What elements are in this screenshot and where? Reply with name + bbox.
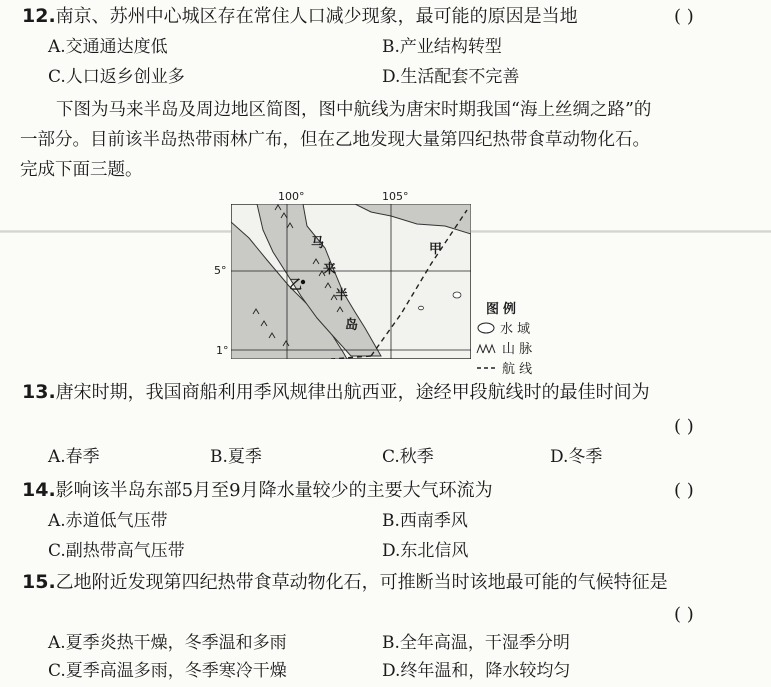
route-icon — [476, 362, 498, 374]
answer-blank[interactable]: ( ) — [674, 416, 694, 437]
question-15-stem — [22, 570, 668, 595]
option-c[interactable]: C.副热带高气压带 — [48, 541, 185, 561]
option-a[interactable]: A.赤道低气压带 — [48, 511, 168, 531]
question-number: 13. — [22, 381, 56, 403]
question-text: 南京、苏州中心城区存在常住人口减少现象，最可能的原因是当地 — [55, 6, 578, 27]
option-b[interactable]: B.西南季风 — [382, 511, 468, 531]
option-b[interactable]: B.产业结构转型 — [382, 37, 502, 57]
legend-label-mountain: 山 脉 — [502, 342, 533, 357]
longitude-label-105: 105° — [382, 190, 409, 203]
option-b[interactable]: B.夏季 — [210, 447, 262, 467]
question-14-stem — [22, 478, 493, 503]
passage-line-1: 下图为马来半岛及周边地区简图，图中航线为唐宋时期我国“海上丝绸之路”的 — [56, 100, 652, 120]
map-label-lai: 来 — [323, 262, 337, 277]
legend-title: 图例 — [486, 302, 521, 317]
legend-item-mountain — [476, 338, 532, 357]
latitude-label-1: 1° — [216, 344, 229, 357]
passage-line-2: 一部分。目前该半岛热带雨林广布，但在乙地发现大量第四纪热带食草动物化石。 — [20, 130, 650, 150]
malay-peninsula-map — [231, 204, 471, 359]
legend-label-water: 水 域 — [500, 322, 531, 337]
option-a[interactable]: A.春季 — [48, 447, 100, 467]
latitude-label-5: 5° — [214, 264, 227, 277]
longitude-label-100: 100° — [278, 190, 305, 203]
option-d[interactable]: D.生活配套不完善 — [382, 67, 520, 87]
legend-item-route — [476, 358, 532, 377]
answer-blank[interactable]: ( ) — [674, 6, 694, 27]
option-d[interactable]: D.终年温和，降水较均匀 — [382, 661, 571, 681]
question-number: 15. — [22, 571, 56, 593]
question-text: 唐宋时期，我国商船利用季风规律出航西亚，途经甲段航线时的最佳时间为 — [55, 382, 650, 403]
legend-item-water — [476, 318, 530, 337]
answer-blank[interactable]: ( ) — [674, 480, 694, 501]
option-d[interactable]: D.东北信风 — [382, 541, 469, 561]
option-a[interactable]: A.交通通达度低 — [48, 37, 168, 57]
passage-line-3: 完成下面三题。 — [20, 160, 143, 180]
option-b[interactable]: B.全年高温，干湿季分明 — [382, 633, 570, 653]
option-c[interactable]: C.夏季高温多雨，冬季寒冷干燥 — [48, 661, 287, 681]
option-d[interactable]: D.冬季 — [550, 447, 603, 467]
legend-label-route: 航 线 — [502, 362, 533, 377]
map-graphic — [231, 204, 471, 359]
option-c[interactable]: C.人口返乡创业多 — [48, 67, 185, 87]
map-label-jia: 甲 — [429, 242, 443, 257]
water-icon — [476, 322, 496, 334]
map-label-yi: 乙 — [289, 278, 303, 293]
option-a[interactable]: A.夏季炎热干燥，冬季温和多雨 — [48, 633, 287, 653]
map-label-ban: 半 — [335, 288, 349, 303]
answer-blank[interactable]: ( ) — [674, 604, 694, 625]
question-text: 乙地附近发现第四纪热带食草动物化石，可推断当时该地最可能的气候特征是 — [55, 572, 668, 593]
map-label-ma: 马 — [311, 236, 325, 251]
map-label-dao: 岛 — [345, 318, 359, 333]
question-number: 12. — [22, 5, 56, 27]
question-number: 14. — [22, 479, 56, 501]
option-c[interactable]: C.秋季 — [382, 447, 434, 467]
question-text: 影响该半岛东部5月至9月降水量较少的主要大气环流为 — [55, 480, 493, 501]
question-12-stem — [22, 4, 578, 29]
question-13-stem — [22, 380, 650, 405]
mountain-icon — [476, 342, 498, 354]
